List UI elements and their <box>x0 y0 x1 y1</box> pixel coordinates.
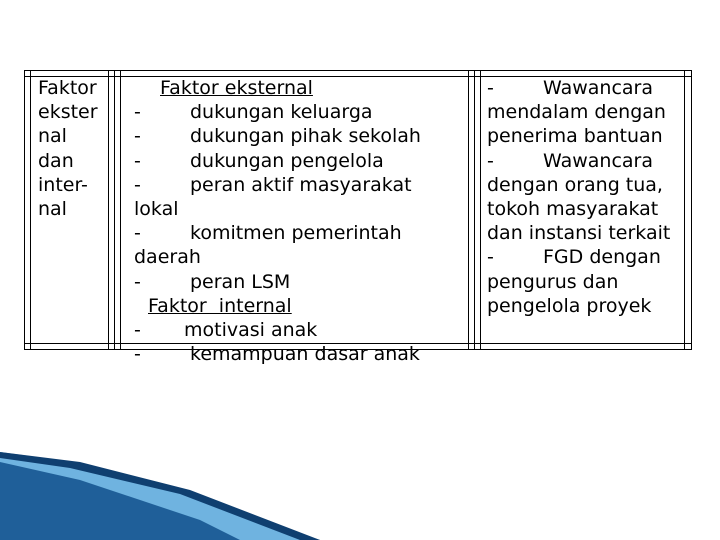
methods-table <box>24 70 692 366</box>
factor-label-line: inter- <box>38 173 88 196</box>
internal-factors-heading: Faktor internal <box>148 294 292 317</box>
bullet-dash: - <box>134 125 141 148</box>
table-border-left-inner <box>30 70 31 350</box>
table-top-border <box>24 70 692 71</box>
column-divider-2a <box>468 70 469 350</box>
bullet-dash: - <box>487 77 494 99</box>
external-factor-item-cont: lokal <box>134 198 179 221</box>
external-factor-item-cont: daerah <box>134 246 201 269</box>
bullet-dash: - <box>134 101 141 124</box>
method-item-cont: mendalam dengan <box>487 101 666 124</box>
method-item-cont: pengelola proyek <box>487 294 652 317</box>
method-item: Wawancara <box>543 149 653 172</box>
internal-factor-item: motivasi anak <box>184 319 318 342</box>
column-divider-1b <box>114 70 115 350</box>
external-factor-item: dukungan pihak sekolah <box>190 125 421 148</box>
methods-cell <box>487 76 670 318</box>
external-factor-item: peran aktif masyarakat <box>190 173 412 196</box>
column-divider-1a <box>108 70 109 350</box>
method-item-cont: dan instansi terkait <box>487 222 671 245</box>
factor-label-line: nal <box>38 125 67 148</box>
table-border-right <box>691 70 692 350</box>
bullet-dash: - <box>487 246 494 269</box>
external-factor-item: peran LSM <box>190 270 291 293</box>
column-divider-2b <box>474 70 475 350</box>
slide-decoration <box>0 440 720 540</box>
factor-label-cell <box>38 76 98 221</box>
factor-label-line: ekster <box>38 101 98 124</box>
table-border-left <box>24 70 25 350</box>
method-item-cont: dengan orang tua, <box>487 173 663 196</box>
method-item: Wawancara <box>543 77 653 99</box>
factor-label-line: nal <box>38 198 67 221</box>
bullet-dash: - <box>134 319 141 342</box>
bullet-dash: - <box>134 343 141 366</box>
table-border-right-inner <box>684 70 685 350</box>
external-factors-heading: Faktor eksternal <box>160 77 313 99</box>
method-item-cont: pengurus dan <box>487 270 619 293</box>
external-factor-item: dukungan keluarga <box>190 101 373 124</box>
factors-cell <box>134 76 421 366</box>
bullet-dash: - <box>134 222 141 245</box>
bullet-dash: - <box>134 173 141 196</box>
column-divider-2c <box>480 70 481 350</box>
bullet-dash: - <box>134 149 141 172</box>
bullet-dash: - <box>487 149 494 172</box>
method-item-cont: tokoh masyarakat <box>487 198 659 221</box>
method-item: FGD dengan <box>543 246 661 269</box>
factor-label-line: dan <box>38 149 74 172</box>
external-factor-item: komitmen pemerintah <box>190 222 402 245</box>
internal-factor-item: kemampuan dasar anak <box>190 343 420 366</box>
bullet-dash: - <box>134 270 141 293</box>
external-factor-item: dukungan pengelola <box>190 149 384 172</box>
factor-label-line: Faktor <box>38 77 97 99</box>
column-divider-1c <box>120 70 121 350</box>
method-item-cont: penerima bantuan <box>487 125 663 148</box>
